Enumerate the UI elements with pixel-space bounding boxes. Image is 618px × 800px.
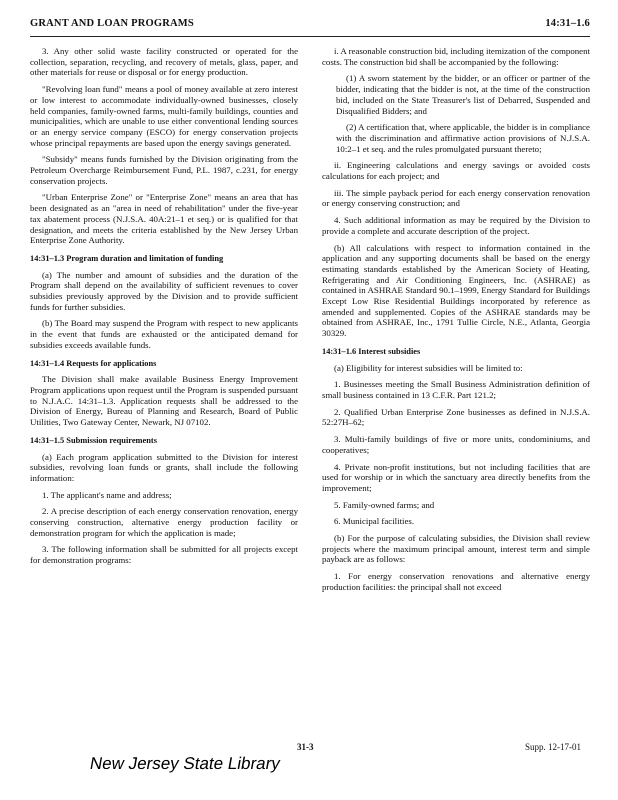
paragraph: ii. Engineering calculations and energy savings or avoided costs calculations for each project; and: [322, 160, 590, 182]
running-header: [30, 18, 590, 29]
paragraph: 1. For energy conservation renovations and alternative energy production facilities: the principal shall not exceed: [322, 571, 590, 592]
paragraph: (b) For the purpose of calculating subsidies, the Division shall review projects where the maximum principal amount, interest term and simple payback are as follows:: [322, 533, 590, 565]
paragraph: "Revolving loan fund" means a pool of money available at zero interest or low interest to accommodate individually-owned businesses, closely held companies, family-owned farms, multi-family buildings, counties and municipalities, which are unable to use either conventional lending sources or an energy service company (ESCO) for energy conservation projects whose principal repayments are based upon the energy savings generated.: [30, 84, 298, 148]
paragraph: (a) The number and amount of subsidies and the duration of the Program shall depend on the availability of sufficient revenues to cover subsidies previously approved by the Division and to provide sufficient funds for further subsidies.: [30, 269, 298, 312]
left-column: [30, 46, 298, 572]
paragraph: i. A reasonable construction bid, including itemization of the component costs. The construction bid shall be accompanied by the following:: [322, 46, 590, 67]
paragraph: (b) The Board may suspend the Program with respect to new applicants in the event that funds are exhausted or the anticipated demand for subsidies exceeds available funds.: [30, 318, 298, 350]
paragraph: 3. The following information shall be submitted for all projects except for demonstration programs:: [30, 544, 298, 566]
paragraph: 1. The applicant's name and address;: [42, 489, 172, 500]
page-number: 31-3: [297, 742, 314, 752]
paragraph: iii. The simple payback period for each energy conservation renovation or energy conserving construction; and: [322, 187, 590, 209]
paragraph: 5. Family-owned farms; and: [334, 499, 435, 510]
header-title: GRANT AND LOAN PROGRAMS: [30, 18, 194, 29]
section-heading: 14:31–1.6 Interest subsidies: [322, 346, 421, 356]
section-heading: 14:31–1.5 Submission requirements: [30, 435, 157, 445]
paragraph: 2. A precise description of each energy conservation renovation, energy conserving construction, alternative energy production facility or demonstration program for which the application is made;: [30, 506, 298, 538]
paragraph: "Subsidy" means funds furnished by the Division originating from the Petroleum Overcharge Reimbursement Fund, P.L. 1987, c.231, for energy conservation projects.: [30, 154, 298, 186]
right-column: [322, 46, 590, 599]
paragraph: 2. Qualified Urban Enterprise Zone businesses as defined in N.J.S.A. 52:27H–62;: [322, 406, 590, 428]
sub-paragraph: (1) A sworn statement by the bidder, or an officer or partner of the bidder, indicating that the bidder is not, at the time of the construction bid, included on the State Treasurer's list of Debarred, Suspended and Disqualified Bidders; and: [336, 73, 590, 116]
paragraph: 1. Businesses meeting the Small Business Administration definition of small business contained in 13 C.F.R. Part 121.2;: [322, 379, 590, 400]
paragraph: (a) Each program application submitted to the Division for interest subsidies, revolving loan funds or grants, shall include the following information:: [30, 451, 298, 483]
paragraph: 3. Multi-family buildings of five or more units, condominiums, and cooperatives;: [322, 434, 590, 455]
section-heading: 14:31–1.4 Requests for applications: [30, 358, 157, 368]
paragraph: 6. Municipal facilities.: [334, 516, 415, 527]
library-stamp: New Jersey State Library: [88, 754, 282, 773]
sub-paragraph: (2) A certification that, where applicable, the bidder is in compliance with the discrimination and affirmative action provisions of N.J.S.A. 10:2–1 et seq. and the rules promulgated pursuant thereto;: [336, 122, 590, 154]
paragraph: 4. Such additional information as may be required by the Division to provide a complete and accurate description of the project.: [322, 215, 590, 236]
paragraph: (b) All calculations with respect to information contained in the application and any supporting documents shall be based on the energy estimating standards established by the American Society of Heating, Refrigerating and Air Conditioning Engineers, Inc. (ASHRAE) as contained in ASHRAE Standard 90.1–1999, Energy Standard for Buildings Except Low Rise Residential Buildings incorporated by reference as amended and supplemented. Copies of the ASHRAE standards may be obtained from ASHRAE, Inc., 1791 Tullie Circle, N.E., Atlanta, Georgia 30329.: [322, 242, 590, 339]
supplement-date: Supp. 12-17-01: [525, 742, 581, 752]
paragraph: 4. Private non-profit institutions, but not including facilities that are used for worship or in which the sanctuary area directly benefits from the improvement;: [322, 461, 590, 493]
paragraph: (a) Eligibility for interest subsidies will be limited to:: [334, 362, 523, 373]
header-section-range: 14:31–1.6: [545, 18, 590, 29]
header-rule: [30, 36, 590, 37]
section-heading: 14:31–1.3 Program duration and limitation of funding: [30, 253, 224, 263]
paragraph: "Urban Enterprise Zone" or "Enterprise Zone" means an area that has been designated as an "area in need of rehabilitation" under the five-year tax abatement process (N.J.S.A. 40A:21–1 et seq.) or is qualified for that designation, and meets the criteria established by the New Jersey Urban Enterprise Zone Authority.: [30, 192, 298, 246]
paragraph: 3. Any other solid waste facility constructed or operated for the collection, separation, recycling, and recovery of metals, glass, paper, and other materials for reuse or disposal or for energy production.: [30, 46, 298, 78]
paragraph: The Division shall make available Business Energy Improvement Program applications upon request until the Program is suspended pursuant to N.J.A.C. 14:31–1.3. Application requests shall be addressed to the Division of Energy, Bureau of Planning and Research, Board of Public Utilities, Two Gateway Center, Newark, NJ 07102.: [30, 374, 298, 428]
